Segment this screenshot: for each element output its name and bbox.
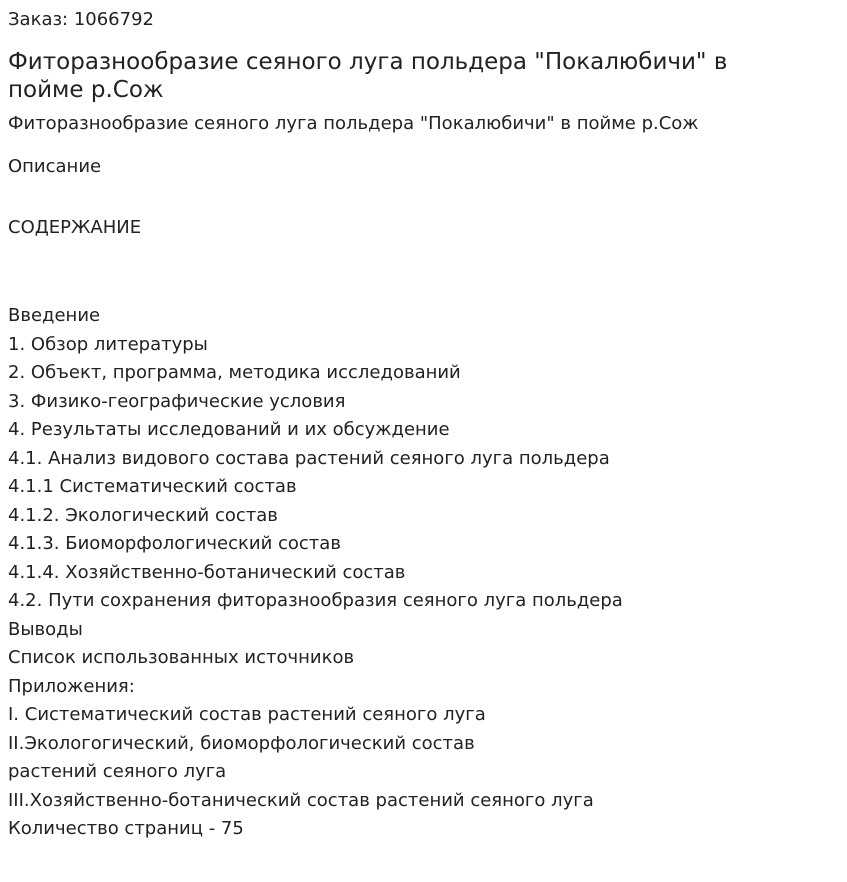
toc-item: 4.1.1 Систематический состав [8,476,297,497]
contents-heading: СОДЕРЖАНИЕ [8,217,142,238]
table-of-contents [8,302,839,844]
toc-item: 1. Обзор литературы [8,333,208,355]
page-count: Количество страниц - 75 [8,818,244,839]
toc-item: 2. Объект, программа, методика исследований [8,362,461,383]
toc-item: 4.1. Анализ видового состава растений сеяного луга польдера [8,447,610,469]
toc-item: Приложения: [8,675,135,697]
toc-item: 3. Физико-географические условия [8,390,346,412]
page-title: Фиторазнообразие сеяного луга польдера "Покалюбичи" в пойме р.Сож [8,49,728,103]
toc-item: 4. Результаты исследований и их обсуждение [8,419,450,440]
toc-item: 4.2. Пути сохранения фиторазнообразия сеяного луга польдера [8,590,623,611]
toc-item: 4.1.3. Биоморфологический состав [8,533,341,554]
toc-item: 4.1.4. Хозяйственно-ботанический состав [8,561,406,583]
description-label: Описание [8,156,102,177]
toc-item: II.Экологогический, биоморфологический состав [8,732,475,754]
toc-item: Выводы [8,618,83,640]
toc-item: I. Систематический состав растений сеяного луга [8,704,486,725]
toc-item: Введение [8,305,101,326]
toc-item: 4.1.2. Экологический состав [8,504,278,526]
order-number: Заказ: 1066792 [8,9,154,30]
document-subtitle: Фиторазнообразие сеяного луга польдера "Покалюбичи" в пойме р.Сож [8,113,699,134]
toc-item: растений сеяного луга [8,761,227,782]
toc-item: Список использованных источников [8,647,355,668]
toc-item: III.Хозяйственно-ботанический состав растений сеяного луга [8,789,594,811]
